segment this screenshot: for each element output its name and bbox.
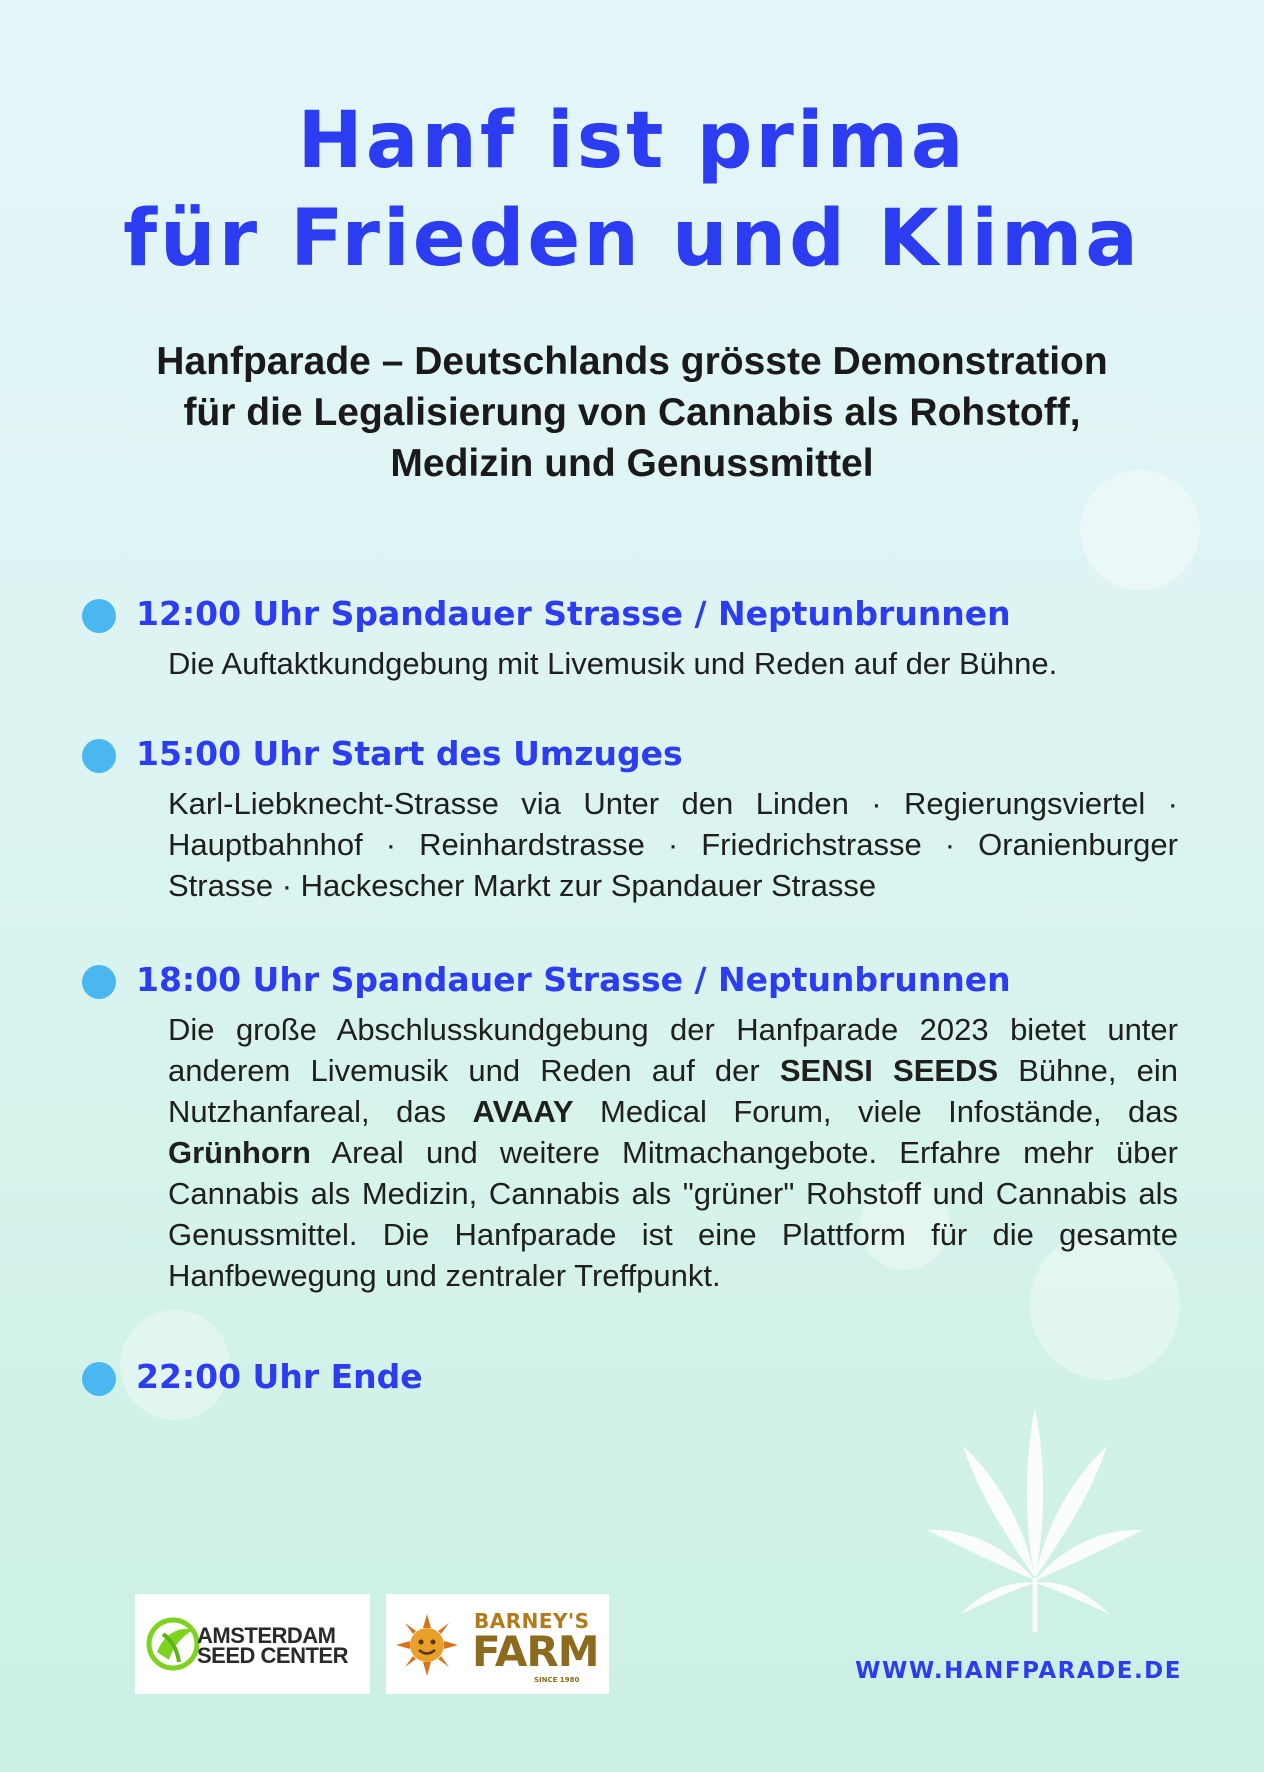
asc-wordmark <box>197 1623 348 1668</box>
text-segment: Bühne, ein Nutzhanfareal, das <box>168 1053 1178 1129</box>
sponsor-gruenhorn: Grünhorn <box>168 1135 311 1170</box>
text-segment: Die große Abschlusskundgebung der Hanfparade 2023 bietet unter anderem Livemusik und Reden auf der <box>168 1012 1178 1088</box>
poster-subtitle <box>60 336 1204 489</box>
event-heading: 12:00 Uhr Spandauer Strasse / Neptunbrunnen <box>136 594 1011 633</box>
since-label: SINCE 1980 <box>534 1676 580 1684</box>
amsterdam-seed-center-logo <box>135 1594 370 1694</box>
sponsor-sensi-seeds: SENSI SEEDS <box>779 1053 999 1088</box>
barneys-wordmark: BARNEY'S <box>474 1609 590 1633</box>
subtitle-line-3: Medizin und Genussmittel <box>390 442 874 485</box>
bullet-dot-icon <box>82 739 116 773</box>
title-line-1: Hanf ist prima <box>297 96 967 186</box>
text-segment: Medical Forum, viele Infostände, das <box>573 1094 1178 1129</box>
asc-line-2: SEED CENTER <box>197 1643 348 1668</box>
event-heading: 15:00 Uhr Start des Umzuges <box>136 734 683 773</box>
event-route: Karl-Liebknecht-Strasse via Unter den Linden · Regierungsviertel · Hauptbahnhof · Reinhardstrasse · Friedrichstrasse · Oranienburger Strasse · Hackescher Markt zur Spandauer Strasse <box>168 786 1178 903</box>
asc-line-1: AMSTERDAM <box>197 1623 336 1648</box>
subtitle-line-1: Hanfparade – Deutschlands grösste Demonstration <box>156 340 1108 383</box>
bullet-dot-icon <box>82 599 116 633</box>
cannabis-leaf-icon <box>915 1398 1155 1638</box>
barneys-sun-icon <box>394 1612 460 1678</box>
title-line-2: für Frieden und Klima <box>123 194 1141 284</box>
poster-title <box>0 92 1264 288</box>
website-link[interactable]: WWW.HANFPARADE.DE <box>855 1658 1182 1684</box>
subtitle-line-2: für die Legalisierung von Cannabis als Rohstoff, <box>183 391 1081 434</box>
event-description <box>168 1009 1178 1296</box>
farm-wordmark: FARM <box>472 1627 599 1676</box>
sponsor-avaay: AVAAY <box>472 1094 574 1129</box>
bullet-dot-icon <box>82 965 116 999</box>
event-description: Die Auftaktkundgebung mit Livemusik und Reden auf der Bühne. <box>168 646 1058 681</box>
text-segment: Areal und weitere Mitmachangebote. Erfahre mehr über Cannabis als Medizin, Cannabis als "grüner" Rohstoff und Cannabis als Genussmittel. Die Hanfparade ist eine Plattform für die gesamte Hanfbewegung und zentraler Treffpunkt. <box>168 1135 1178 1293</box>
bullet-dot-icon <box>82 1362 116 1396</box>
event-heading: 22:00 Uhr Ende <box>136 1357 423 1396</box>
barneys-farm-logo <box>386 1594 609 1694</box>
event-heading: 18:00 Uhr Spandauer Strasse / Neptunbrunnen <box>136 960 1011 999</box>
